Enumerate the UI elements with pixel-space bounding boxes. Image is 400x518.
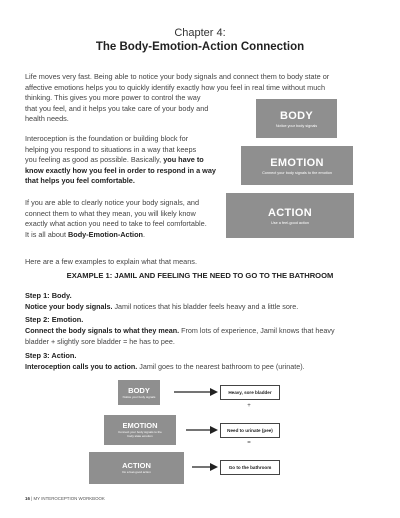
interoception-paragraph bbox=[25, 134, 235, 187]
diagram-emotion-title: EMOTION bbox=[122, 421, 158, 431]
intro-line: affective emotions helps you to quickly identify exactly how you feel in real time without much bbox=[25, 82, 325, 92]
paragraph-text: you feeling as good as possible. Basically, bbox=[25, 155, 164, 165]
connect-paragraph bbox=[25, 198, 235, 240]
diagram-action-title: ACTION bbox=[122, 461, 151, 471]
step2-line bbox=[25, 326, 385, 337]
paragraph-line bbox=[25, 155, 235, 166]
arrow-right-icon bbox=[186, 425, 218, 435]
paragraph-emphasis: you have to bbox=[163, 155, 204, 165]
intro-line: health needs. bbox=[25, 114, 69, 124]
step2-line: bladder + slightly sore bladder = he has to pee. bbox=[25, 336, 175, 346]
body-block-title: BODY bbox=[280, 109, 313, 122]
step3-emphasis: Interoception calls you to action. bbox=[25, 362, 138, 371]
paragraph-line: exactly what action you need to take to feel comfortable. bbox=[25, 219, 207, 229]
body-block-subtitle: Notice your body signals bbox=[275, 123, 318, 128]
diagram-box-body: Heavy, sore bladder bbox=[220, 385, 280, 400]
step2-text bbox=[25, 326, 385, 347]
diagram-emotion-block bbox=[104, 415, 176, 445]
emotion-block-title: EMOTION bbox=[270, 156, 324, 169]
intro-line: Life moves very fast. Being able to notice your body signals and connect them to body state or bbox=[25, 72, 330, 81]
step2-body: From lots of experience, Jamil knows that heavy bbox=[179, 326, 335, 335]
step3-text bbox=[25, 362, 385, 373]
paragraph-line bbox=[25, 166, 235, 177]
step3-heading: Step 3: Action. bbox=[25, 351, 77, 360]
action-block-title: ACTION bbox=[268, 206, 312, 219]
page-footer bbox=[25, 496, 105, 501]
paragraph-text: It is all about bbox=[25, 229, 68, 239]
diagram-body-block bbox=[118, 380, 160, 405]
diagram-body-subtitle: Notice your body signals bbox=[122, 394, 156, 399]
paragraph-emphasis: that helps you feel comfortable. bbox=[25, 176, 135, 186]
diagram-emotion-subtitle: Connect your body signals to the bbox=[118, 430, 162, 435]
step1-text bbox=[25, 302, 385, 313]
examples-intro: Here are a few examples to explain what that means. bbox=[25, 257, 197, 266]
diagram-box-emotion: Need to urinate (pee) bbox=[220, 423, 280, 438]
plus-symbol: + bbox=[247, 403, 251, 409]
arrow-right-icon bbox=[174, 387, 218, 397]
paragraph-line: helping you respond to situations in a way that keeps bbox=[25, 144, 197, 154]
body-block bbox=[256, 99, 337, 138]
arrow-right-icon bbox=[192, 462, 218, 472]
book-title: | MY INTEROCEPTION WORKBOOK bbox=[29, 496, 105, 501]
page-number: 16 bbox=[25, 496, 30, 501]
emotion-block bbox=[241, 146, 353, 185]
action-block-subtitle: Use a feel-good action bbox=[271, 220, 309, 225]
action-block bbox=[226, 193, 354, 238]
paragraph-line: connect them to what they mean, you will likely know bbox=[25, 208, 196, 218]
page-title: The Body-Emotion-Action Connection bbox=[95, 41, 305, 53]
paragraph-emphasis: Body-Emotion-Action bbox=[68, 229, 143, 239]
step1-emphasis: Notice your body signals. bbox=[25, 302, 113, 311]
diagram-body-title: BODY bbox=[128, 385, 150, 395]
step3-body: Jamil goes to the nearest bathroom to pee (urinate). bbox=[137, 362, 305, 371]
diagram-box-action: Go to the bathroom bbox=[220, 460, 280, 475]
intro-line: thinking. This gives you more power to control the way bbox=[25, 93, 201, 103]
step1-heading: Step 1: Body. bbox=[25, 291, 72, 300]
paragraph-text: . bbox=[143, 229, 146, 239]
paragraph-line: Interoception is the foundation or building block for bbox=[25, 134, 189, 143]
paragraph-line: If you are able to clearly notice your body signals, and bbox=[25, 198, 200, 207]
paragraph-line bbox=[25, 230, 235, 241]
chapter-label: Chapter 4: bbox=[174, 27, 226, 39]
emotion-block-subtitle: Connect your body signals to the emotion bbox=[262, 170, 332, 175]
intro-line: that you feel, and it helps you take care of your body and bbox=[25, 103, 209, 113]
paragraph-line bbox=[25, 176, 235, 187]
equals-symbol: = bbox=[247, 440, 251, 446]
step1-body: Jamil notices that his bladder feels heavy and a little sore. bbox=[112, 302, 299, 311]
diagram-emotion-subtitle: body state emotion bbox=[127, 434, 153, 438]
diagram-action-subtitle: Do a feel-good action bbox=[122, 470, 151, 475]
step2-heading: Step 2: Emotion. bbox=[25, 315, 84, 324]
example-title: EXAMPLE 1: JAMIL AND FEELING THE NEED TO GO TO THE BATHROOM bbox=[66, 271, 334, 280]
diagram-action-block bbox=[89, 452, 184, 484]
paragraph-emphasis: know exactly how you feel in order to respond in a way bbox=[25, 165, 216, 175]
step2-emphasis: Connect the body signals to what they mean. bbox=[25, 326, 180, 335]
